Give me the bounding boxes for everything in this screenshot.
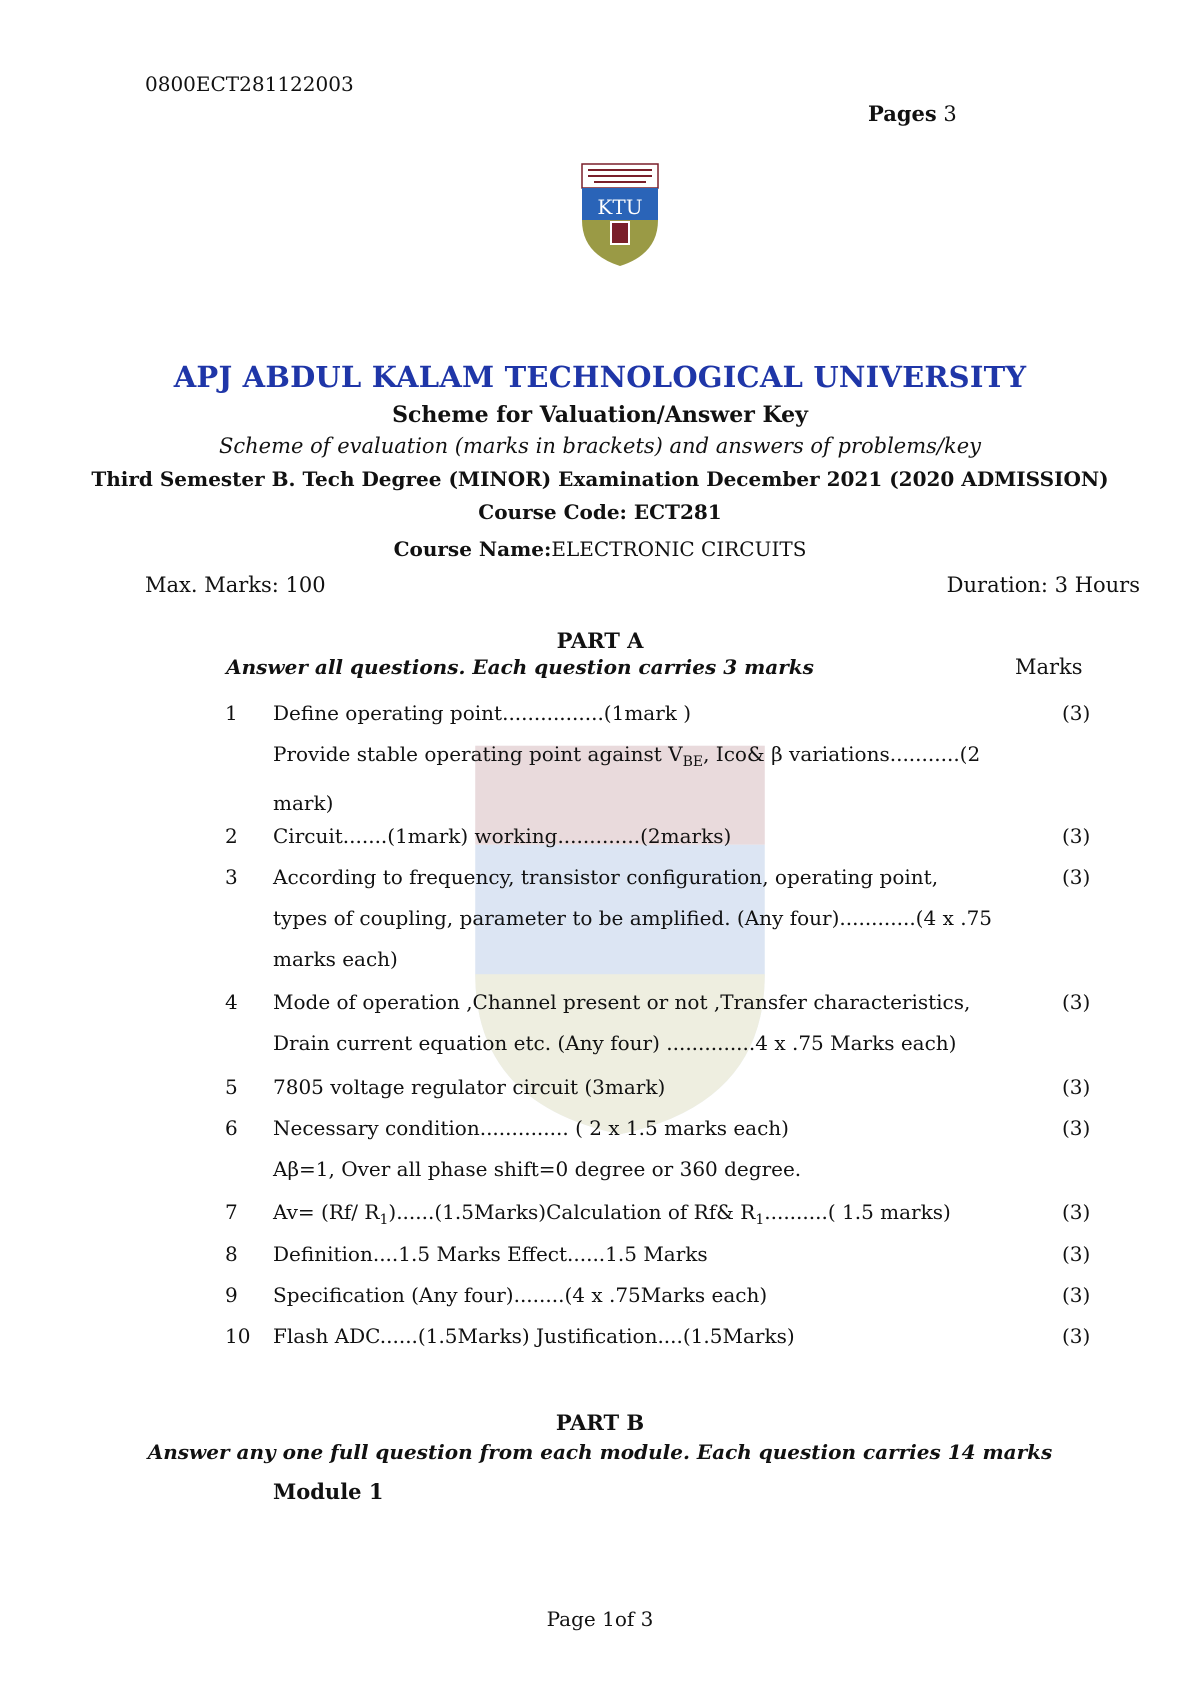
pages-number: 3 <box>943 102 957 126</box>
subscript: 1 <box>755 1212 765 1228</box>
question-marks: (3) <box>1062 1075 1091 1099</box>
question-number: 3 <box>225 865 238 889</box>
document-subtitle: Scheme of evaluation (marks in brackets) and answers of problems/key <box>219 434 981 458</box>
part-b-title: PART B <box>555 1410 645 1435</box>
question-marks: (3) <box>1062 865 1091 889</box>
question-answer <box>273 1108 998 1190</box>
logo-text: KTU <box>597 195 643 219</box>
pages-count <box>868 101 957 126</box>
university-logo <box>578 162 662 268</box>
question-answer: Specification (Any four)........(4 x .75Marks each) <box>273 1283 768 1307</box>
question-marks: (3) <box>1062 701 1091 725</box>
answer-text: )......(1.5Marks)Calculation of Rf& R <box>388 1200 756 1224</box>
question-marks: (3) <box>1062 824 1091 848</box>
question-marks: (3) <box>1062 1242 1091 1266</box>
question-number: 9 <box>225 1283 238 1307</box>
document-title: Scheme for Valuation/Answer Key <box>392 402 808 428</box>
exam-description: Third Semester B. Tech Degree (MINOR) Examination December 2021 (2020 ADMISSION) <box>91 467 1109 491</box>
question-number: 10 <box>225 1324 251 1348</box>
answer-text: Av= (Rf/ R <box>273 1200 380 1224</box>
question-number: 8 <box>225 1242 238 1266</box>
answer-line <box>273 734 998 824</box>
pages-label: Pages <box>868 101 937 126</box>
question-marks: (3) <box>1062 1116 1091 1140</box>
question-marks: (3) <box>1062 1200 1091 1224</box>
question-marks: (3) <box>1062 990 1091 1014</box>
question-answer: Circuit.......(1mark) working.............(2marks) <box>273 824 732 848</box>
answer-line: Define operating point................(1mark ) <box>273 701 692 725</box>
module-heading: Module 1 <box>273 1479 384 1504</box>
part-b-instruction: Answer any one full question from each module. Each question carries 14 marks <box>147 1440 1053 1464</box>
question-number: 2 <box>225 824 238 848</box>
question-answer: According to frequency, transistor configuration, operating point, types of coupling, parameter to be amplified. (Any four)............(4 x .75 marks each) <box>273 865 993 971</box>
answer-line: Necessary condition.............. ( 2 x 1.5 marks each) <box>273 1116 789 1140</box>
question-answer: 7805 voltage regulator circuit (3mark) <box>273 1075 666 1099</box>
part-a-instruction: Answer all questions. Each question carries 3 marks <box>226 655 814 679</box>
duration: Duration: 3 Hours <box>946 573 1140 597</box>
answer-text: ..........( 1.5 marks) <box>764 1200 951 1224</box>
question-marks: (3) <box>1062 1283 1091 1307</box>
page-footer: Page 1of 3 <box>546 1607 654 1631</box>
question-answer: Definition....1.5 Marks Effect......1.5 Marks <box>273 1242 708 1266</box>
answer-text: , Ico& β variations...........(2 mark) <box>273 742 981 815</box>
question-number: 5 <box>225 1075 238 1099</box>
course-name-label: Course Name: <box>393 537 552 561</box>
marks-column-header: Marks <box>1015 655 1083 679</box>
part-a-title: PART A <box>556 628 644 653</box>
subscript: BE <box>682 754 704 770</box>
university-name: APJ ABDUL KALAM TECHNOLOGICAL UNIVERSITY <box>173 360 1027 394</box>
subscript: 1 <box>379 1212 389 1228</box>
question-number: 7 <box>225 1200 238 1224</box>
question-number: 4 <box>225 990 238 1014</box>
question-number: 6 <box>225 1116 238 1140</box>
answer-line: Aβ=1, Over all phase shift=0 degree or 360 degree. <box>273 1157 802 1181</box>
document-code: 0800ECT281122003 <box>145 72 354 96</box>
course-name <box>0 537 1200 561</box>
course-code: Course Code: ECT281 <box>478 500 722 524</box>
question-answer: Mode of operation ,Channel present or not ,Transfer characteristics, Drain current equation etc. (Any four) ..............4 x .75 Marks each) <box>273 990 971 1055</box>
question-answer: Flash ADC......(1.5Marks) Justification....(1.5Marks) <box>273 1324 795 1348</box>
answer-text: Provide stable operating point against V <box>273 742 683 766</box>
question-answer <box>273 693 998 824</box>
question-marks: (3) <box>1062 1324 1091 1348</box>
max-marks: Max. Marks: 100 <box>145 573 326 597</box>
course-name-value: ELECTRONIC CIRCUITS <box>551 537 807 561</box>
question-number: 1 <box>225 701 238 725</box>
